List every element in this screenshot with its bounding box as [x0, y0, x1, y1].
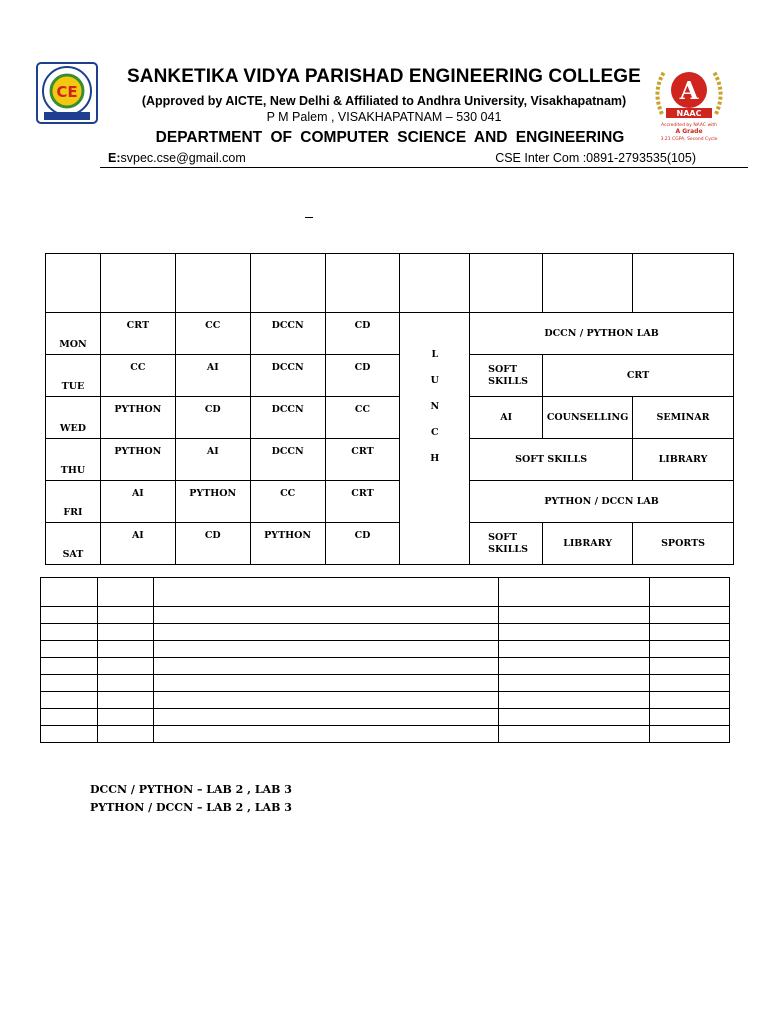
soft-skills-word: SOFT [488, 531, 518, 543]
header-cell [633, 254, 734, 313]
lab-note-2: PYTHON / DCCN – LAB 2 , LAB 3 [90, 801, 292, 814]
blank-cell [499, 624, 650, 641]
blank-cell [41, 726, 98, 743]
period-cell: PYTHON [250, 523, 325, 565]
header-cell [543, 254, 633, 313]
soft-skills-word: SOFT [488, 363, 518, 375]
period-cell: PYTHON [100, 439, 175, 481]
blank-cell [97, 675, 153, 692]
afternoon-cell: LIBRARY [633, 439, 734, 481]
blank-cell [97, 578, 153, 607]
blank-cell [41, 607, 98, 624]
blank-cell [499, 692, 650, 709]
day-label: SAT [46, 523, 101, 565]
blank-cell [499, 709, 650, 726]
blank-row [41, 658, 730, 675]
day-label: WED [46, 397, 101, 439]
period-cell: CD [325, 355, 400, 397]
lab-note-1: DCCN / PYTHON – LAB 2 , LAB 3 [90, 783, 292, 796]
afternoon-cell: SOFT SKILLS [470, 439, 633, 481]
soft-skills-word: SKILLS [488, 543, 528, 555]
lunch-letter: U [430, 375, 439, 386]
soft-skills-word: SKILLS [488, 375, 528, 387]
college-name: SANKETIKA VIDYA PARISHAD ENGINEERING COLLEGE [127, 66, 641, 87]
blank-cell [153, 709, 498, 726]
naac-letter: A [679, 76, 699, 105]
afternoon-cell: AI [470, 397, 543, 439]
day-label: FRI [46, 481, 101, 523]
blank-cell [153, 692, 498, 709]
department-name: DEPARTMENT OF COMPUTER SCIENCE AND ENGINEERING [155, 129, 625, 146]
lunch-letter: L [431, 349, 439, 360]
period-cell: AI [175, 439, 250, 481]
blank-row [41, 709, 730, 726]
timetable-header-row [46, 254, 734, 313]
blank-cell [153, 624, 498, 641]
lunch-letter: N [430, 401, 440, 412]
email-line [108, 151, 246, 165]
lunch-cell [400, 313, 470, 565]
afternoon-cell: PYTHON / DCCN LAB [470, 481, 734, 523]
afternoon-cell: CRT [543, 355, 734, 397]
period-cell: CC [325, 397, 400, 439]
blank-cell [153, 658, 498, 675]
blank-grid [40, 577, 730, 743]
afternoon-cell: SEMINAR [633, 397, 734, 439]
blank-row [41, 641, 730, 658]
timetable-row-thu [46, 439, 734, 481]
period-cell: CD [175, 523, 250, 565]
address-line: P M Palem , VISAKHAPATNAM – 530 041 [266, 110, 502, 124]
approval-line: (Approved by AICTE, New Delhi & Affiliated to Andhra University, Visakhapatnam) [141, 94, 627, 108]
blank-cell [41, 692, 98, 709]
blank-cell [650, 658, 730, 675]
period-cell: CRT [100, 313, 175, 355]
period-cell: CC [100, 355, 175, 397]
blank-cell [97, 709, 153, 726]
blank-cell [97, 658, 153, 675]
header-cell [400, 254, 470, 313]
blank-cell [153, 675, 498, 692]
timetable-row-tue [46, 355, 734, 397]
afternoon-cell: SPORTS [633, 523, 734, 565]
period-cell: DCCN [250, 355, 325, 397]
blank-cell [41, 641, 98, 658]
blank-row [41, 624, 730, 641]
period-cell: AI [100, 481, 175, 523]
lunch-letter: H [430, 453, 440, 464]
afternoon-cell [470, 523, 543, 565]
blank-row [41, 607, 730, 624]
blank-cell [153, 726, 498, 743]
phone-line: CSE Inter Com :0891-2793535(105) [495, 151, 696, 165]
timetable-row-fri [46, 481, 734, 523]
period-cell: DCCN [250, 313, 325, 355]
period-cell: DCCN [250, 439, 325, 481]
blank-cell [97, 641, 153, 658]
period-cell: CRT [325, 481, 400, 523]
period-cell: AI [175, 355, 250, 397]
blank-cell [499, 675, 650, 692]
header-rule [100, 167, 748, 168]
day-label: MON [46, 313, 101, 355]
period-cell: PYTHON [100, 397, 175, 439]
period-cell: CRT [325, 439, 400, 481]
blank-cell [41, 578, 98, 607]
period-cell: CC [250, 481, 325, 523]
period-cell: DCCN [250, 397, 325, 439]
blank-cell [97, 607, 153, 624]
blank-row [41, 726, 730, 743]
dash-mark [305, 217, 313, 218]
timetable-row-mon [46, 313, 734, 355]
afternoon-cell: COUNSELLING [543, 397, 633, 439]
afternoon-cell: LIBRARY [543, 523, 633, 565]
blank-cell [499, 607, 650, 624]
blank-cell [650, 607, 730, 624]
blank-cell [97, 726, 153, 743]
day-label: TUE [46, 355, 101, 397]
period-cell: CC [175, 313, 250, 355]
blank-cell [650, 641, 730, 658]
blank-cell [153, 578, 498, 607]
header-cell [470, 254, 543, 313]
blank-cell [41, 675, 98, 692]
blank-cell [650, 578, 730, 607]
blank-cell [499, 658, 650, 675]
blank-cell [97, 692, 153, 709]
header-cell [175, 254, 250, 313]
blank-cell [153, 641, 498, 658]
period-cell: CD [325, 523, 400, 565]
blank-row [41, 578, 730, 607]
blank-cell [41, 624, 98, 641]
blank-row [41, 675, 730, 692]
period-cell: AI [100, 523, 175, 565]
naac-line2: A Grade [675, 128, 703, 135]
blank-row [41, 692, 730, 709]
blank-cell [650, 709, 730, 726]
afternoon-cell: DCCN / PYTHON LAB [470, 313, 734, 355]
period-cell: PYTHON [175, 481, 250, 523]
blank-cell [650, 624, 730, 641]
header-cell [100, 254, 175, 313]
timetable-row-sat [46, 523, 734, 565]
blank-cell [41, 709, 98, 726]
header-cell [250, 254, 325, 313]
blank-cell [650, 675, 730, 692]
header-cell [325, 254, 400, 313]
blank-cell [153, 607, 498, 624]
blank-cell [499, 726, 650, 743]
blank-cell [499, 578, 650, 607]
blank-cell [499, 641, 650, 658]
naac-line3: 3.21 CGPA, Second Cycle [660, 137, 718, 142]
blank-cell [650, 692, 730, 709]
day-label: THU [46, 439, 101, 481]
blank-cell [97, 624, 153, 641]
naac-line1: Accredited by NAAC with [660, 123, 718, 128]
header-cell [46, 254, 101, 313]
email-address: svpec.cse@gmail.com [120, 151, 246, 165]
afternoon-cell [470, 355, 543, 397]
period-cell: CD [325, 313, 400, 355]
timetable [45, 253, 734, 565]
blank-cell [41, 658, 98, 675]
email-label: E: [108, 151, 121, 165]
blank-cell [650, 726, 730, 743]
lunch-letter: C [431, 427, 439, 438]
naac-band: NAAC [676, 109, 702, 118]
timetable-row-wed [46, 397, 734, 439]
period-cell: CD [175, 397, 250, 439]
svg-text:CE: CE [56, 83, 78, 101]
